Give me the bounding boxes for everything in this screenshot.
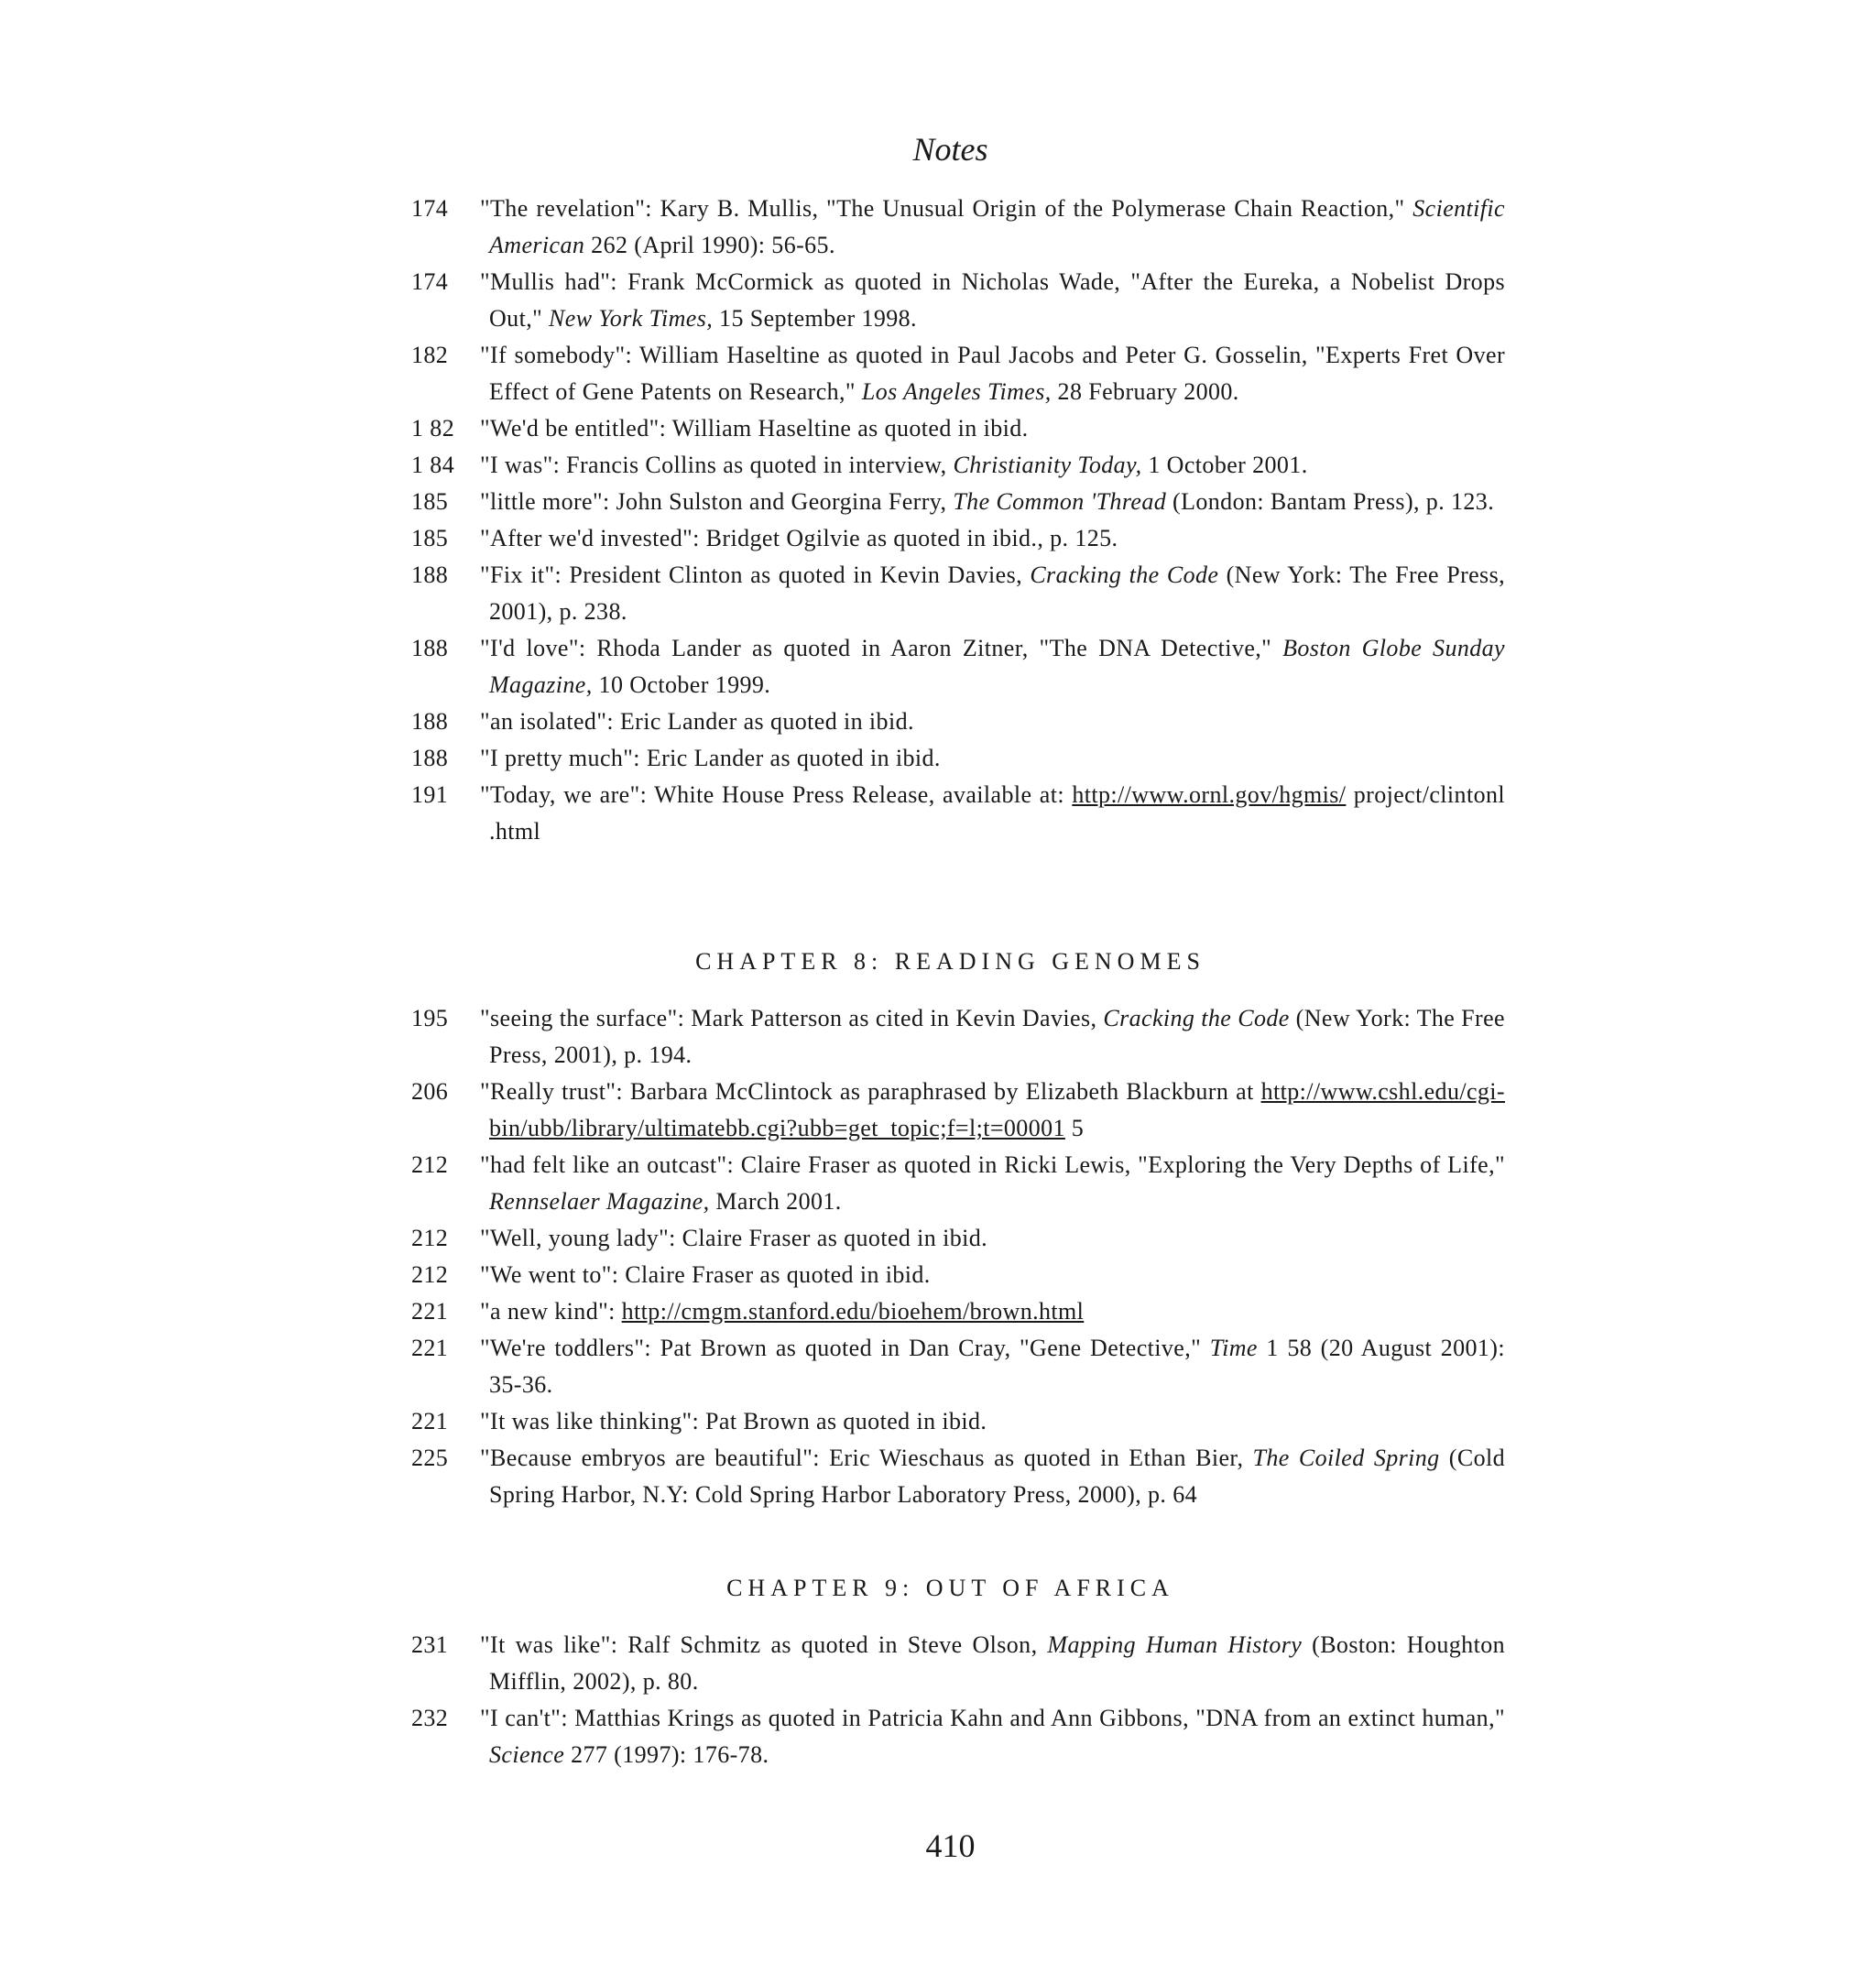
notes-chapter-8 (411, 1000, 1505, 1513)
note-page-number: 221 (411, 1298, 449, 1325)
note-text (480, 337, 1505, 410)
note-text-segment: "Well, young lady": Claire Fraser as quoted in ibid. (480, 1225, 988, 1251)
note-entry (411, 1627, 1505, 1700)
note-text (480, 1220, 1505, 1257)
page-title: Notes (912, 131, 988, 168)
note-title-italic: Rennselaer Magazine, (489, 1188, 710, 1215)
note-text-segment: 28 February 2000. (1051, 378, 1239, 405)
note-entry (411, 630, 1505, 703)
note-page-number: 221 (411, 1335, 449, 1361)
note-title-italic: New York Times, (549, 305, 714, 332)
note-text-segment: "I can't": Matthias Krings as quoted in Patricia Kahn and Ann Gibbons, "DNA from an extinct human," (480, 1705, 1505, 1731)
note-entry (411, 1700, 1505, 1773)
note-text-segment: 277 (1997): 176-78. (564, 1741, 769, 1768)
note-title-italic: Los Angeles Times, (861, 378, 1052, 405)
note-entry (411, 520, 1505, 557)
note-page-number: 188 (411, 562, 449, 588)
note-page-number: 225 (411, 1445, 449, 1471)
note-page-number: 212 (411, 1225, 449, 1251)
note-text-segment: "We went to": Claire Fraser as quoted in ibid. (480, 1261, 931, 1288)
note-text-segment: (New York: The Free Press, 2001), p. 238. (489, 562, 1505, 625)
note-title-italic: Boston Globe Sunday Magazine, (489, 635, 1505, 698)
note-text-segment: project/clintonl .html (489, 781, 1505, 845)
note-page-number: 232 (411, 1705, 449, 1731)
note-url-link[interactable]: http://cmgm.stanford.edu/bioehem/brown.html (621, 1298, 1085, 1325)
note-text-segment: "I pretty much": Eric Lander as quoted in ibid. (480, 745, 941, 771)
note-text (480, 740, 1505, 777)
note-page-number: 191 (411, 781, 449, 808)
note-title-italic: The Coiled Spring (1252, 1445, 1440, 1471)
note-text-segment: "The revelation": Kary B. Mullis, "The Unusual Origin of the Polymerase Chain Reaction," (480, 195, 1413, 222)
note-text (480, 410, 1505, 447)
note-text-segment: 15 September 1998. (713, 305, 917, 332)
note-entry (411, 1000, 1505, 1074)
note-text-segment: "a new kind": (480, 1298, 622, 1325)
note-text-segment: 10 October 1999. (592, 671, 771, 698)
note-entry (411, 484, 1505, 520)
note-text (480, 557, 1505, 630)
note-text-segment: "We'd be entitled": William Haseltine as quoted in ibid. (480, 415, 1029, 442)
note-url-link[interactable]: http://www.ornl.gov/hgmis/ (1072, 781, 1347, 808)
note-page-number: 212 (411, 1261, 449, 1288)
note-text (480, 1000, 1505, 1074)
note-page-number: 185 (411, 488, 449, 515)
note-page-number: 188 (411, 708, 449, 735)
note-title-italic: Time (1209, 1335, 1258, 1361)
note-text-segment: "It was like": Ralf Schmitz as quoted in Steve Olson, (480, 1631, 1048, 1658)
note-text-segment: 1 October 2001. (1141, 452, 1308, 478)
note-text-segment: "had felt like an outcast": Claire Fraser as quoted in Ricki Lewis, "Exploring the Very Depths of Life," (480, 1151, 1505, 1178)
note-text-segment: "It was like thinking": Pat Brown as quoted in ibid. (480, 1408, 987, 1434)
note-title-italic: Mapping Human History (1047, 1631, 1303, 1658)
note-entry (411, 740, 1505, 777)
note-text-segment: (New York: The Free Press, 2001), p. 194. (489, 1005, 1505, 1068)
note-entry (411, 410, 1505, 447)
note-text-segment: "Fix it": President Clinton as quoted in Kevin Davies, (480, 562, 1031, 588)
note-entry (411, 1330, 1505, 1403)
note-page-number: 188 (411, 635, 449, 661)
note-text (480, 1440, 1505, 1513)
note-text-segment: "little more": John Sulston and Georgina Ferry, (480, 488, 954, 515)
note-text-segment: "After we'd invested": Bridget Ogilvie as quoted in ibid., p. 125. (480, 525, 1118, 551)
note-title-italic: Cracking the Code (1103, 1005, 1290, 1031)
note-entry (411, 1293, 1505, 1330)
note-text-segment: "I was": Francis Collins as quoted in interview, (480, 452, 954, 478)
note-page-number: 231 (411, 1631, 449, 1658)
note-text (480, 1257, 1505, 1293)
note-text-segment: "an isolated": Eric Lander as quoted in ibid. (480, 708, 914, 735)
note-text-segment: "We're toddlers": Pat Brown as quoted in Dan Cray, "Gene Detective," (480, 1335, 1210, 1361)
note-title-italic: The Common 'Thread (953, 488, 1167, 515)
note-entry (411, 703, 1505, 740)
note-page-number: 195 (411, 1005, 449, 1031)
chapter-9-heading: CHAPTER 9: OUT OF AFRICA (726, 1575, 1174, 1601)
note-text (480, 191, 1505, 264)
notes-section-1 (411, 191, 1505, 850)
note-page-number: 174 (411, 268, 449, 295)
note-text-segment: "Because embryos are beautiful": Eric Wieschaus as quoted in Ethan Bier, (480, 1445, 1253, 1471)
note-entry (411, 1147, 1505, 1220)
note-text-segment: 1 58 (20 August 2001): 35-36. (489, 1335, 1505, 1398)
note-text (480, 703, 1505, 740)
note-text-segment: "I'd love": Rhoda Lander as quoted in Aaron Zitner, "The DNA Detective," (480, 635, 1283, 661)
chapter-8-heading: CHAPTER 8: READING GENOMES (695, 948, 1205, 975)
note-text-segment: 262 (April 1990): 56-65. (584, 232, 835, 258)
note-text (480, 484, 1505, 520)
note-page-number: 188 (411, 745, 449, 771)
note-page-number: 212 (411, 1151, 449, 1178)
note-text (480, 777, 1505, 850)
note-entry (411, 1220, 1505, 1257)
note-entry (411, 191, 1505, 264)
note-title-italic: Cracking the Code (1030, 562, 1219, 588)
note-text (480, 1627, 1505, 1700)
note-text (480, 1403, 1505, 1440)
note-text-segment: March 2001. (709, 1188, 842, 1215)
note-page-number: 221 (411, 1408, 449, 1434)
note-entry (411, 557, 1505, 630)
page-number: 410 (925, 1827, 976, 1864)
note-text-segment: (Cold Spring Harbor, N.Y: Cold Spring Harbor Laboratory Press, 2000), p. 64 (489, 1445, 1505, 1508)
note-text (480, 1293, 1505, 1330)
note-entry (411, 337, 1505, 410)
note-entry (411, 1403, 1505, 1440)
note-page-number: 185 (411, 525, 449, 551)
note-text (480, 1330, 1505, 1403)
note-title-italic: Science (489, 1741, 565, 1768)
note-text (480, 520, 1505, 557)
note-text (480, 1700, 1505, 1773)
note-page-number: 174 (411, 195, 449, 222)
note-text-segment: "Today, we are": White House Press Release, available at: (480, 781, 1073, 808)
note-text-segment: "seeing the surface": Mark Patterson as cited in Kevin Davies, (480, 1005, 1104, 1031)
note-text-segment: (Boston: Houghton Mifflin, 2002), p. 80. (489, 1631, 1506, 1695)
note-text (480, 1147, 1505, 1220)
note-page-number: 182 (411, 342, 449, 368)
note-text (480, 630, 1505, 703)
note-entry (411, 264, 1505, 337)
note-url-link[interactable]: http://www.cshl.edu/cgi-bin/ubb/library/ultimatebb.cgi?ubb=get_topic;f=l;t=00001 (489, 1078, 1505, 1141)
note-text (480, 1074, 1505, 1147)
note-entry (411, 1074, 1505, 1147)
note-text-segment: "If somebody": William Haseltine as quoted in Paul Jacobs and Peter G. Gosselin, "Experts Fret Over Effect of Gene Patents on Research," (480, 342, 1505, 405)
note-text (480, 264, 1505, 337)
note-entry (411, 1440, 1505, 1513)
note-page-number: 206 (411, 1078, 449, 1105)
note-title-italic: Christianity Today, (953, 452, 1142, 478)
note-text-segment: 5 (1064, 1115, 1085, 1141)
note-title-italic: Scientific American (489, 195, 1505, 258)
note-text-segment: (London: Bantam Press), p. 123. (1166, 488, 1495, 515)
note-page-number: 1 84 (411, 452, 455, 478)
note-text-segment: "Really trust": Barbara McClintock as paraphrased by Elizabeth Blackburn at (480, 1078, 1261, 1105)
note-text-segment: "Mullis had": Frank McCormick as quoted in Nicholas Wade, "After the Eureka, a Nobelist Drops Out," (480, 268, 1505, 332)
note-entry (411, 1257, 1505, 1293)
note-text (480, 447, 1505, 484)
note-entry (411, 447, 1505, 484)
note-entry (411, 777, 1505, 850)
note-page-number: 1 82 (411, 415, 455, 442)
notes-chapter-9 (411, 1627, 1505, 1773)
